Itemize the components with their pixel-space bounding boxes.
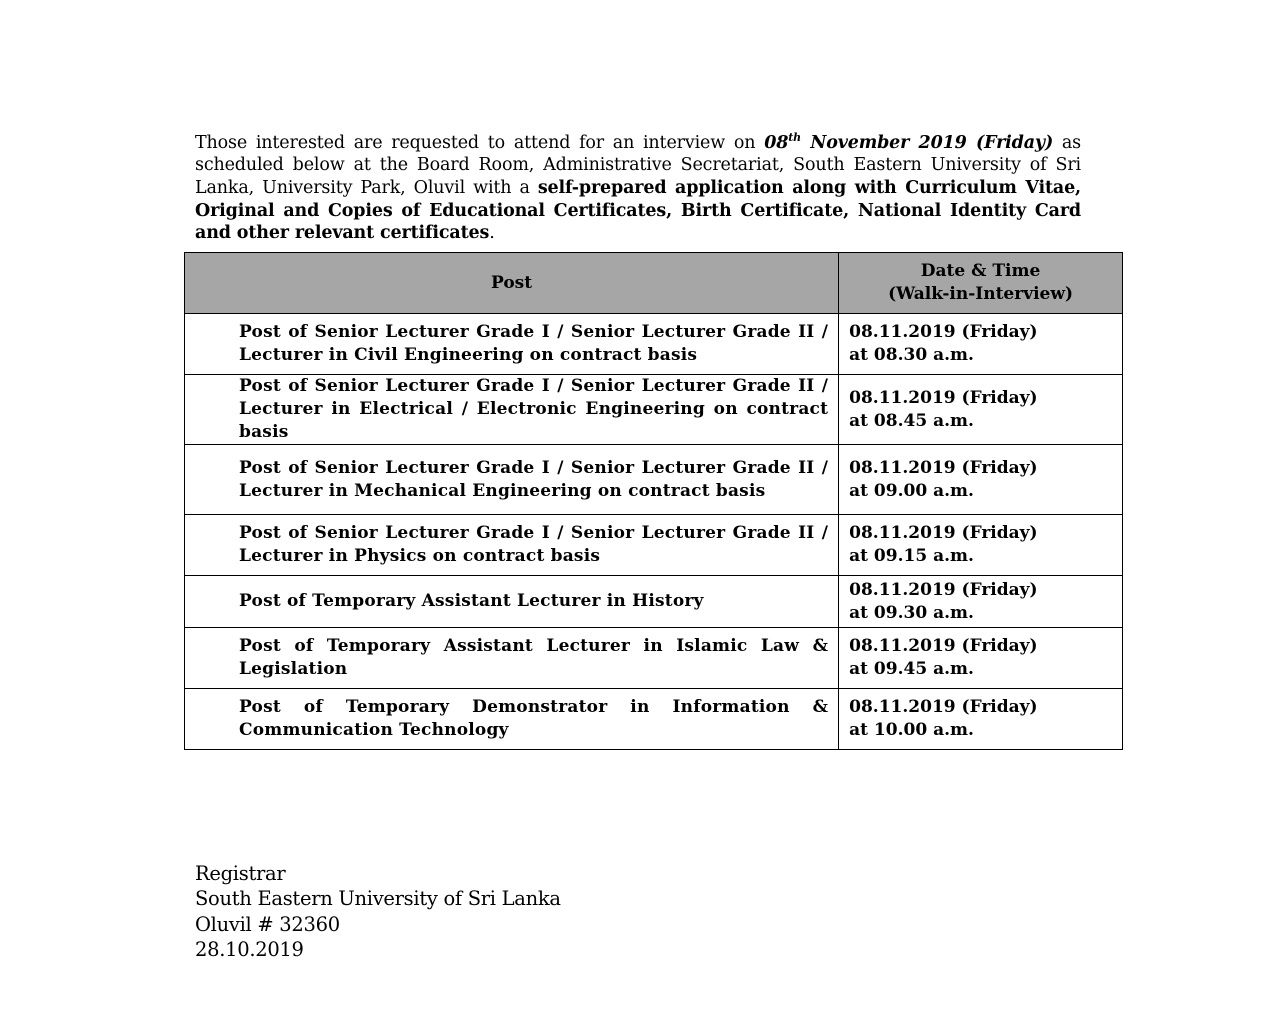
table-row: [185, 576, 1123, 628]
table-row: [185, 445, 1123, 515]
intro-paragraph: [195, 132, 1081, 246]
date-cell: [839, 576, 1123, 628]
post-cell: Post of Senior Lecturer Grade I / Senior Lecturer Grade II / Lecturer in Electrical / Electronic Engineering on contract basis: [185, 375, 839, 445]
interview-time: at 09.45 a.m.: [849, 659, 974, 679]
interview-date: 08.11.2019 (Friday): [849, 457, 1038, 478]
intro-text-2: as scheduled below at the Board Room, Administrative Secretariat, South Eastern University of Sri Lanka, University Park, Oluvil with a: [195, 132, 1082, 198]
table-row: [185, 375, 1123, 445]
date-cell: [839, 628, 1123, 689]
post-cell: Post of Temporary Assistant Lecturer in History: [185, 576, 839, 628]
post-cell: Post of Temporary Demonstrator in Information & Communication Technology: [185, 689, 839, 750]
header-date-time: [839, 253, 1123, 314]
interview-date: 08.11.2019 (Friday): [849, 636, 1038, 656]
signatory-organization: South Eastern University of Sri Lanka: [195, 887, 561, 911]
header-date-line1: Date & Time: [920, 261, 1041, 281]
interview-time: at 09.00 a.m.: [849, 480, 974, 501]
interview-date: 08.11.2019 (Friday): [849, 322, 1038, 342]
post-cell: Post of Senior Lecturer Grade I / Senior Lecturer Grade II / Lecturer in Civil Engineering on contract basis: [185, 314, 839, 375]
interview-time: at 10.00 a.m.: [849, 720, 974, 740]
post-cell: Post of Senior Lecturer Grade I / Senior Lecturer Grade II / Lecturer in Mechanical Engineering on contract basis: [185, 445, 839, 515]
interview-date: 08.11.2019 (Friday): [849, 523, 1038, 543]
signatory-address: Oluvil # 32360: [195, 912, 340, 936]
date-cell: [839, 689, 1123, 750]
interview-time: at 08.45 a.m.: [849, 410, 974, 431]
date-cell: [839, 375, 1123, 445]
date-cell: [839, 314, 1123, 375]
date-cell: [839, 515, 1123, 576]
table-row: [185, 689, 1123, 750]
interview-time: at 09.30 a.m.: [849, 602, 974, 623]
interview-schedule-table: [184, 252, 1123, 750]
header-post: Post: [185, 253, 839, 314]
interview-date-number: 08: [764, 132, 789, 153]
interview-time: at 09.15 a.m.: [849, 546, 974, 566]
interview-date-rest: November 2019 (Friday): [801, 132, 1054, 153]
interview-date: 08.11.2019 (Friday): [849, 387, 1038, 408]
interview-date: 08.11.2019 (Friday): [849, 579, 1038, 600]
signature-block: [195, 861, 561, 962]
table-row: [185, 628, 1123, 689]
intro-text-1: Those interested are requested to attend for an interview on: [195, 132, 765, 153]
intro-end: .: [489, 223, 495, 244]
header-date-line2: (Walk-in-Interview): [888, 284, 1074, 304]
post-cell: Post of Temporary Assistant Lecturer in Islamic Law & Legislation: [185, 628, 839, 689]
date-cell: [839, 445, 1123, 515]
table-row: [185, 515, 1123, 576]
required-documents: self-prepared application along with Curriculum Vitae, Original and Copies of Educational Certificates, Birth Certificate, National Identity Card and other relevant certificates: [195, 177, 1081, 244]
signatory-title: Registrar: [195, 862, 286, 885]
table-row: [185, 314, 1123, 375]
post-cell: Post of Senior Lecturer Grade I / Senior Lecturer Grade II / Lecturer in Physics on contract basis: [185, 515, 839, 576]
interview-time: at 08.30 a.m.: [849, 345, 974, 365]
interview-date-suffix: th: [788, 130, 802, 144]
table-header-row: [185, 253, 1123, 314]
signature-date: 28.10.2019: [195, 937, 304, 961]
interview-date: 08.11.2019 (Friday): [849, 697, 1038, 717]
